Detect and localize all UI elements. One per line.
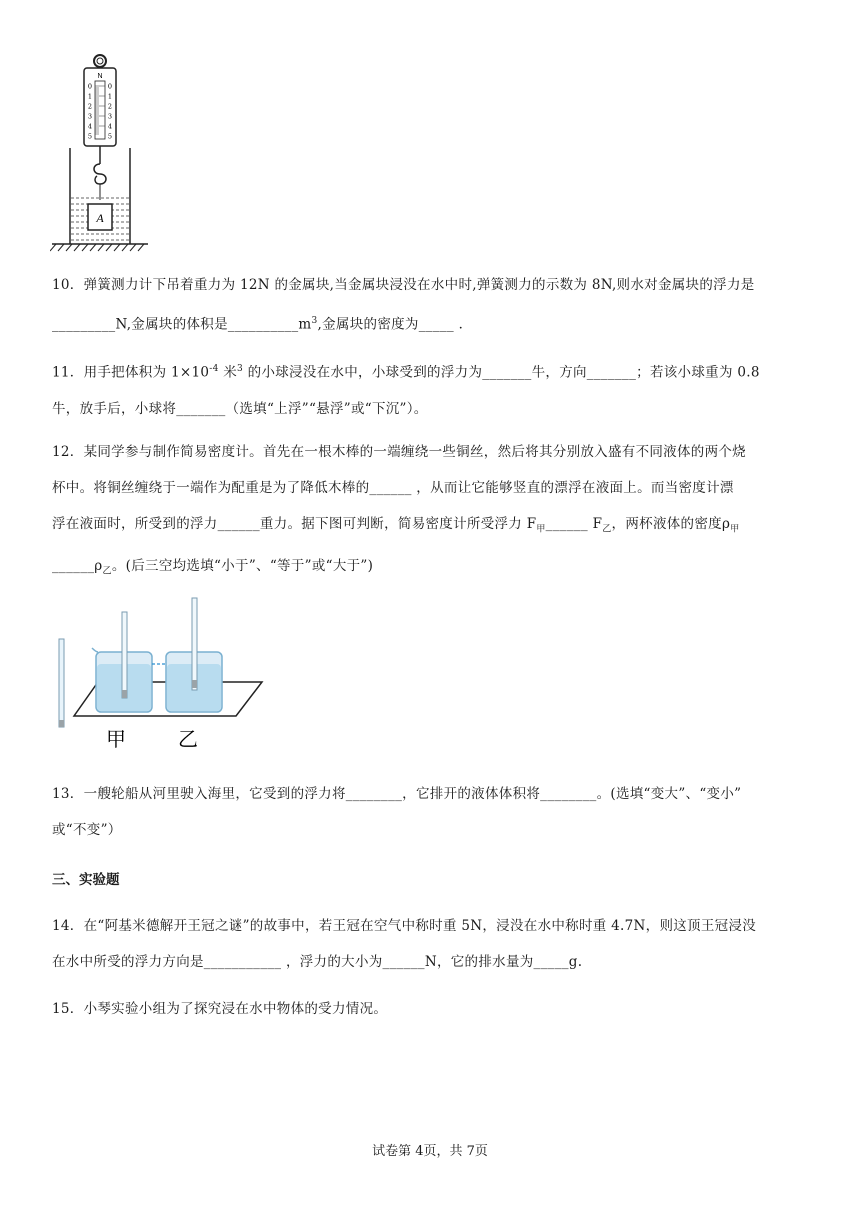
block-a-label: A <box>96 211 104 225</box>
ground-hatch-line <box>138 244 144 251</box>
ground-hatch-line <box>98 244 104 251</box>
q11-line1: 11．用手把体积为 $1\times 10^{-4}$ 米$^3$ 的小球浸没在水中，小球受到的浮力为_______牛，方向_______；若该小球重为 0.8 <box>52 364 760 381</box>
q13-line1: 13．一艘轮船从河里驶入海里，它受到的浮力将________，它排开的液体体积将________。(选填“变大”、“变小” <box>52 786 742 802</box>
q12-line1: 12．某同学参与制作简易密度计。首先在一根木棒的一端缠绕一些铜丝，然后将其分别放入盛有不同液体的两个烧 <box>52 444 746 460</box>
scale-tick-label-left: 5 <box>87 132 93 141</box>
scale-ring <box>94 55 106 67</box>
ground-hatch-line <box>130 244 136 251</box>
density-meter-figure <box>50 592 270 752</box>
scale-tick-label-left: 4 <box>87 122 93 131</box>
question-10 <box>52 267 812 343</box>
question-13 <box>52 776 812 848</box>
ground-hatch-line <box>90 244 96 251</box>
scale-hook <box>94 164 106 184</box>
ground-hatch-line <box>106 244 112 251</box>
scale-tick-label-left: 1 <box>87 92 93 101</box>
question-15 <box>52 991 812 1027</box>
page-footer: 试卷第 4页，共 7页 <box>372 1144 488 1159</box>
scale-unit-label: N <box>97 73 103 80</box>
ground-hatch-line <box>50 244 56 251</box>
scale-tick-label-left: 0 <box>87 82 93 91</box>
standalone-density-meter <box>59 639 64 727</box>
question-12 <box>52 434 812 589</box>
q12-line2: 杯中。将铜丝缠绕于一端作为配重是为了降低木棒的______ ，从而让它能够竖直的漂浮在液面上。而当密度计漂 <box>52 480 734 496</box>
ground-hatch-line <box>82 244 88 251</box>
ground-hatch-line <box>74 244 80 251</box>
q12-line4: $\_\_\_\_\_\_\rho_乙$。(后三空均选填“小于”、“等于”或“大于”) <box>52 557 374 577</box>
q10-line1: 10．弹簧测力计下吊着重力为 12N 的金属块,当金属块浸没在水中时,弹簧测力的示数为 8N,则水对金属块的浮力是 <box>52 277 755 293</box>
scale-tick-label-right: 2 <box>107 102 113 111</box>
scale-tick-label-right: 5 <box>107 132 113 141</box>
section-title: 三、实验题 <box>52 872 120 888</box>
q12-line3: 浮在液面时，所受到的浮力______重力。据下图可判断，简易密度计所受浮力 $F_甲\_\_\_\_\_\_$ $F_乙$，两杯液体的密度$\rho_甲$ <box>52 516 740 535</box>
scale-tick-label-left: 3 <box>87 112 93 121</box>
q15-line1: 15．小琴实验小组为了探究浸在水中物体的受力情况。 <box>52 1001 388 1017</box>
ground-hatch-line <box>122 244 128 251</box>
q13-line2: 或“不变”） <box>52 822 122 838</box>
density-meter-yi <box>192 598 197 690</box>
density-meter-jia <box>122 612 127 698</box>
ground-hatch-line <box>66 244 72 251</box>
q11-line2: 牛，放手后，小球将_______（选填“上浮”“悬浮”或“下沉”）。 <box>52 400 428 417</box>
question-14 <box>52 908 812 980</box>
q14-line2: 在水中所受的浮力方向是___________ ，浮力的大小为______N，它的排水量为_____g. <box>52 954 583 970</box>
ground-hatch-line <box>114 244 120 251</box>
q10-line2: _________N,金属块的体积是$\_\_\_\_\_\_\_\_\_\_m^3$,金属块的密度为_____ ． <box>52 316 473 333</box>
scale-tick-label-right: 0 <box>107 82 113 91</box>
scale-tick-label-right: 1 <box>107 92 113 101</box>
scale-tick-label-left: 2 <box>87 102 93 111</box>
spring-scale-figure <box>50 48 150 254</box>
question-11 <box>52 351 812 427</box>
label-jia: 甲 <box>106 727 126 751</box>
scale-tick-label-right: 4 <box>107 122 113 131</box>
label-yi: 乙 <box>178 727 198 751</box>
q14-line1: 14．在“阿基米德解开王冠之谜”的故事中，若王冠在空气中称时重 5N，浸没在水中称时重 4.7N，则这顶王冠浸没 <box>52 918 757 934</box>
ground-hatch-line <box>58 244 64 251</box>
scale-tick-label-right: 3 <box>107 112 113 121</box>
